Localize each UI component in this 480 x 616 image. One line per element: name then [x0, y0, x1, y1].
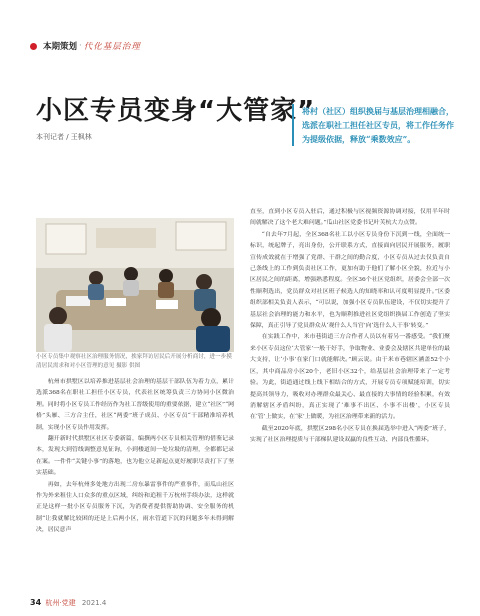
- section-separator: ·: [79, 41, 82, 51]
- body-paragraph: “自去年7月起，全区368名社工以小区专员身份下沉到一线，全面统一标识，统起牌子，亮出身份，公开联系方式，直接面向居民开展服务，履职宣传成效就在于增强了党群、干群之间的勤合度，小区专员从过去仅负责自己条线上的工作到负责社区工作，更加有助于他们了解小区全貌，拉近与小区居民之间的距离，增强熟悉程度。全区36个社区党组织，居委会全部一次性顺利选出，党员群众对社区班子候选人的知晓率和认可度明显提升。”区委组织部相关负责人表示，“可以说，加强小区专员队伍建设，不仅切实提升了基层社会治理的能力和水平，也为顺利推进社区党组织换届工作创造了坚实保障，真正引导了党员群众从‘观什么人当官’向‘选什么人干事’转变。”: [250, 231, 450, 330]
- section-header: [30, 40, 141, 52]
- section-subtitle: 代化基层治理: [83, 42, 141, 52]
- article-lead: 将村（社区）组织换届与基层治理相融合，选派在职社工担任社区专员，将工作任务作为提级依据，释放“乘数效应”。: [292, 104, 460, 146]
- issue-number: 2021.4: [81, 599, 107, 607]
- body-paragraph: 杭州市拱墅区以培养推进基层社会治理的基层干部队伍为着力点，累计选派368名在职社工担任小区专员，代表社区统筹负责三方协同小区微治理。同时将小区专员工作经历作为社工晋级使用的重要依据，建立“社区”“网格”头雁、三方合主任，社区“两委”班子成员、小区专员“干部精准培养机制，实现小区专员作用发挥。: [36, 379, 234, 431]
- section-label: 本期策划: [43, 42, 78, 52]
- body-paragraph: 截至2020年底，拱墅区298名小区专员在换届选举中进入“两委”班子，实现了社区治理提质与干部梯队建设双赢的良性互动、内部良性循环。: [250, 425, 450, 444]
- body-paragraph: 在实践工作中，米市巷街道三方合作者人员以有着另一番感受。“我们聚来小区专员这位‘大管家’一般干好手，争取物业、业委会及辖区共建单位的最大支持，让‘小事’在家门口就能解决。”顾云说。由于米市巷辖区涵盖52个小区，其中商品房小区20个，老旧小区32个，给基层社会治理带来了一定考验。为此，街道通过线上线下相结合的方式，开展专员专项赋能培训，切实提高其领导力，吸收对办理群众最关心、最直接的大事情的经验积累，有效消解辖区矛盾纠纷，真正实现了‘难事不出区、小事不出楼’，小区专员在‘管’上做实，在‘家’上做暖，为社区治理带来新的活力。: [250, 334, 450, 421]
- article-photo: [36, 218, 234, 352]
- photo-caption: 小区专员集中观察社区治理服务情况，挨家拜访居民后开展分析商讨，进一步摸清居民需求和对小区管理的意见 摄影 供图: [36, 354, 232, 369]
- section-bullet-icon: [30, 43, 37, 50]
- magazine-name: 杭州·党建: [45, 599, 76, 607]
- body-paragraph: 直至，直到小区专员入驻后，通过积极与区视频资源协调对接，仅用半年时间就解决了这个老大难问题。”瓜山社区党委书记叶芙杭大力点赞。: [250, 209, 450, 227]
- body-paragraph: 翻开新时代拱墅区社区专委新篇，编撰两小区专员相关管理的借鉴记录本，发现大到管线调整意见征询，小到楼道间一处垃圾的清理，全都都记录在案。一件件“关键小事”的落地，也为他立足新起点更好履职尽责打下了坚实基础。: [36, 436, 234, 477]
- body-paragraph: 再如，去年杭州多处地方出现二房东暴雷事件的严重事件，而瓜山社区作为外来租住人口众多的重点区域，纠纷和追租千万杭州手续办法，这样就正是这样一批小区专员服务下沉，为消费者提供帮助协调、安全服务的机制“让我就解比较困的还是上后两小区，雨水管道下沉的问题多年未得到解决，居民意声: [36, 481, 234, 534]
- article-column-left: [36, 377, 234, 591]
- article-title: 小区专员变身“大管家”: [36, 96, 316, 126]
- article-column-right: [250, 207, 450, 591]
- page-number: 34: [30, 598, 42, 607]
- page-footer: [30, 598, 106, 608]
- meeting-photo-illustration: [36, 218, 234, 352]
- article-author: 本刊记者 / 王枫林: [36, 133, 92, 141]
